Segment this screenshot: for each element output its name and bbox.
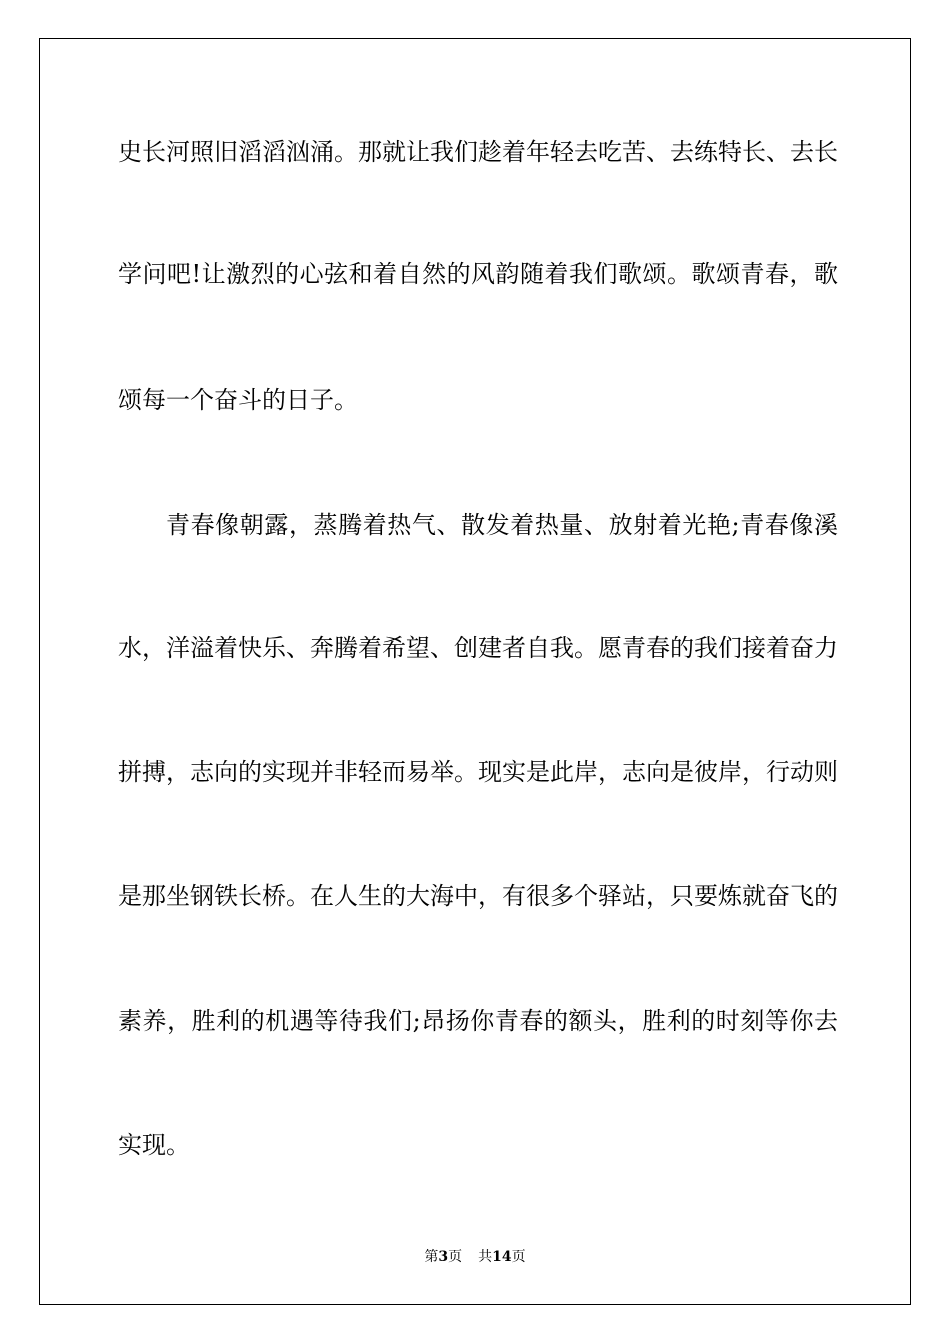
paragraph-line: 实现。: [118, 1131, 190, 1159]
page-suffix: 页: [448, 1249, 463, 1265]
total-suffix: 页: [511, 1249, 526, 1265]
page-prefix: 第: [424, 1249, 439, 1265]
page-number: 3: [438, 1249, 449, 1265]
paragraph-line: 是那坐钢铁长桥。在人生的大海中，有很多个驿站，只要炼就奋飞的: [118, 882, 838, 910]
paragraph-line: 素养，胜利的机遇等待我们;昂扬你青春的额头，胜利的时刻等你去: [118, 1007, 838, 1035]
paragraph-line: 拼搏，志向的实现并非轻而易举。现实是此岸，志向是彼岸，行动则: [118, 758, 838, 786]
paragraph-line: 水，洋溢着快乐、奔腾着希望、创建者自我。愿青春的我们接着奋力: [118, 634, 838, 662]
paragraph-line: 颂每一个奋斗的日子。: [118, 386, 358, 414]
page-border: [39, 38, 911, 1305]
total-prefix: 共: [478, 1249, 493, 1265]
paragraph-line: 青春像朝露，蒸腾着热气、散发着热量、放射着光艳;青春像溪: [166, 511, 838, 539]
paragraph-line: 史长河照旧滔滔汹涌。那就让我们趁着年轻去吃苦、去练特长、去长: [118, 138, 838, 166]
total-pages: 14: [492, 1249, 512, 1265]
page-footer: [0, 1248, 950, 1266]
paragraph-line: 学问吧!让激烈的心弦和着自然的风韵随着我们歌颂。歌颂青春，歌: [118, 260, 838, 288]
